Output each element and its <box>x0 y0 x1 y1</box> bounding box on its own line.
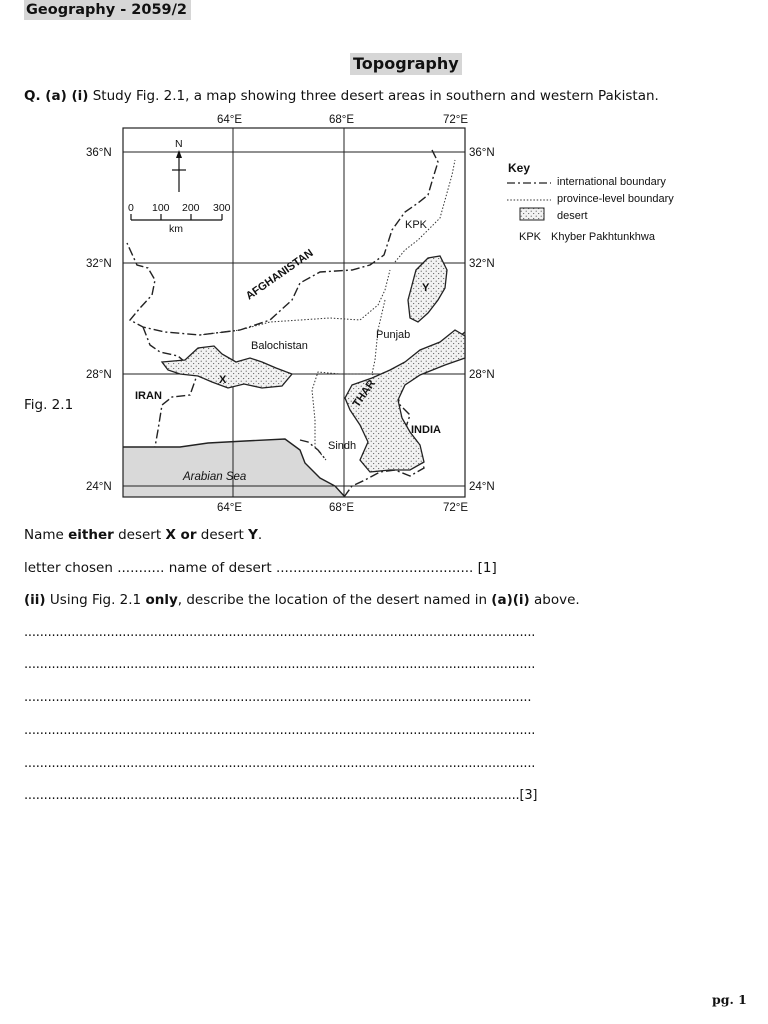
part-i-answer-line[interactable]: letter chosen ........... name of desert .............................................. [1] <box>24 560 497 576</box>
part-ii-text-c: above. <box>529 592 580 608</box>
answer-line-2[interactable]: .................................................................................................................................. <box>24 657 536 672</box>
part-ii-question <box>24 592 580 608</box>
key-international-boundary: international boundary <box>557 176 666 188</box>
part-i-x: X <box>165 527 176 543</box>
label-punjab: Punjab <box>376 329 411 341</box>
page-title: Topography <box>350 53 462 75</box>
answer-line-5[interactable]: .................................................................................................................................. <box>24 756 536 771</box>
key-province-boundary: province-level boundary <box>557 193 674 205</box>
lat-left-28: 28°N <box>86 369 112 381</box>
scale-bar <box>128 202 231 235</box>
key-kpk-full: Khyber Pakhtunkhwa <box>551 231 655 243</box>
lat-left-36: 36°N <box>86 147 112 159</box>
label-desert-x: X <box>219 374 227 386</box>
scale-tick-300: 300 <box>213 202 231 214</box>
map-key <box>507 161 674 243</box>
answer-line-3[interactable]: ................................................................................................................................. <box>24 690 532 705</box>
part-i-text-b: desert <box>113 527 166 543</box>
label-kpk: KPK <box>405 219 428 231</box>
part-ii-ref: (a)(i) <box>491 592 530 608</box>
north-arrow <box>172 138 186 192</box>
part-i-either: either <box>68 527 114 543</box>
lat-right-28: 28°N <box>469 369 495 381</box>
lon-bottom-64: 64°E <box>217 502 243 514</box>
label-afghanistan: AFGHANISTAN <box>243 247 316 303</box>
scale-tick-200: 200 <box>182 202 200 214</box>
part-ii-only: only <box>145 592 178 608</box>
lon-top-64: 64°E <box>217 114 243 126</box>
label-sindh: Sindh <box>328 440 357 452</box>
north-arrow-label: N <box>175 138 183 150</box>
key-desert: desert <box>557 210 588 222</box>
part-i-text-a: Name <box>24 527 69 543</box>
answer-line-4[interactable]: .................................................................................................................................. <box>24 723 536 738</box>
question-text: Study Fig. 2.1, a map showing three desert areas in southern and western Pakistan. <box>88 88 659 104</box>
lon-bottom-68: 68°E <box>329 502 355 514</box>
part-i-instruction <box>24 527 262 543</box>
part-i-text-c: desert <box>196 527 249 543</box>
lon-top-72: 72°E <box>443 114 469 126</box>
part-i-period: . <box>257 527 263 543</box>
scale-unit: km <box>169 223 183 235</box>
part-ii-text-a: Using Fig. 2.1 <box>45 592 146 608</box>
part-i-y: Y <box>248 527 258 543</box>
lat-right-32: 32°N <box>469 258 495 270</box>
answer-line-1[interactable]: .................................................................................................................................. <box>24 625 536 640</box>
figure-label: Fig. 2.1 <box>24 397 74 413</box>
question-prefix: Q. (a) (i) <box>24 88 89 104</box>
lon-top-68: 68°E <box>329 114 355 126</box>
lat-right-24: 24°N <box>469 481 495 493</box>
lat-right-36: 36°N <box>469 147 495 159</box>
question-a-i <box>24 88 659 104</box>
label-india: INDIA <box>411 424 441 436</box>
label-desert-y: Y <box>422 282 430 294</box>
lat-left-32: 32°N <box>86 258 112 270</box>
exam-header: Geography - 2059/2 <box>24 0 191 20</box>
key-title: Key <box>508 161 531 175</box>
key-desert-swatch <box>520 208 544 220</box>
lon-bottom-72: 72°E <box>443 502 469 514</box>
map-figure <box>70 108 720 518</box>
part-ii-text-b: , describe the location of the desert named in <box>177 592 492 608</box>
scale-tick-0: 0 <box>128 202 134 214</box>
label-balochistan: Balochistan <box>251 340 308 352</box>
desert-x <box>162 346 292 388</box>
label-arabian-sea: Arabian Sea <box>183 471 247 483</box>
lat-left-24: 24°N <box>86 481 112 493</box>
answer-line-6[interactable]: ..............................................................................................................................[3] <box>24 788 538 803</box>
scale-tick-100: 100 <box>152 202 170 214</box>
label-thar: THAR <box>350 377 378 410</box>
label-iran: IRAN <box>135 390 162 402</box>
part-ii-prefix: (ii) <box>24 592 46 608</box>
page-number: pg. 1 <box>712 992 747 1007</box>
key-kpk-abbr: KPK <box>519 231 542 243</box>
part-i-or: or <box>175 527 197 543</box>
